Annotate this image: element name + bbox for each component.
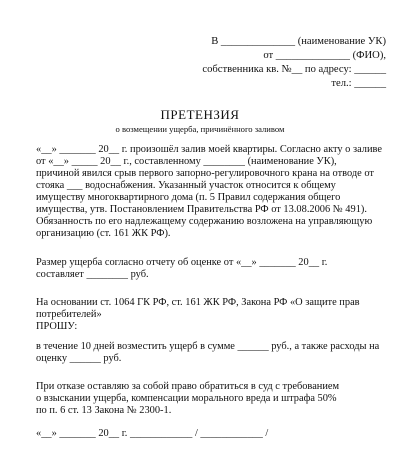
header-phone: тел.: ______ <box>331 78 386 89</box>
paragraph-incident-line: Обязанность по его надлежащему содержанию возложена на управляющую <box>36 216 373 227</box>
paragraph-damage-line: составляет ________ руб. <box>36 269 149 280</box>
paragraph-legal-basis-line: На основании ст. 1064 ГК РФ, ст. 161 ЖК РФ, Закона РФ «О защите прав <box>36 297 360 308</box>
paragraph-incident-line: от «__» _____ 20__ г., составленному ________ (наименование УК), <box>36 156 337 167</box>
paragraph-court-line: по п. 6 ст. 13 Закона № 2300-1. <box>36 405 172 416</box>
header-owner-address: собственника кв. №__ по адресу: ______ <box>202 64 386 75</box>
paragraph-incident-line: имущества, утв. Постановлением Правительства РФ от 13.08.2006 № 491). <box>36 204 367 215</box>
document-subtitle: о возмещении ущерба, причинённого заливом <box>115 124 285 134</box>
paragraph-incident-line: причиной явился срыв первого запорно-регулировочного крана на отводе от <box>36 168 374 179</box>
paragraph-incident-line: имуществу многоквартирного дома (п. 5 Правил содержания общего <box>36 192 341 203</box>
signature-date-line: «__» _______ 20__ г. ____________ / ____________ / <box>36 428 269 439</box>
request-heading: ПРОШУ: <box>36 321 78 332</box>
paragraph-legal-basis-line: потребителей» <box>36 309 102 320</box>
paragraph-request-line: оценку ______ руб. <box>36 353 122 364</box>
header-recipient: В ______________ (наименование УК) <box>211 36 386 47</box>
paragraph-damage-line: Размер ущерба согласно отчету об оценке от «__» _______ 20__ г. <box>36 257 328 268</box>
document-title: ПРЕТЕНЗИЯ <box>160 107 240 122</box>
paragraph-incident-line: стояка ___ водоснабжения. Указанный участок относится к общему <box>36 180 336 191</box>
header-sender: от ______________ (ФИО), <box>263 50 386 61</box>
paragraph-court-line: о взыскании ущерба, компенсации морального вреда и штрафа 50% <box>36 393 337 404</box>
paragraph-incident-line: «__» _______ 20__ г. произошёл залив моей квартиры. Согласно акту о заливе <box>36 144 382 155</box>
paragraph-court-line: При отказе оставляю за собой право обратиться в суд с требованием <box>36 381 340 392</box>
paragraph-request-line: в течение 10 дней возместить ущерб в сумме ______ руб., а также расходы на <box>36 341 380 352</box>
paragraph-incident-line: организацию (ст. 161 ЖК РФ). <box>36 228 171 239</box>
